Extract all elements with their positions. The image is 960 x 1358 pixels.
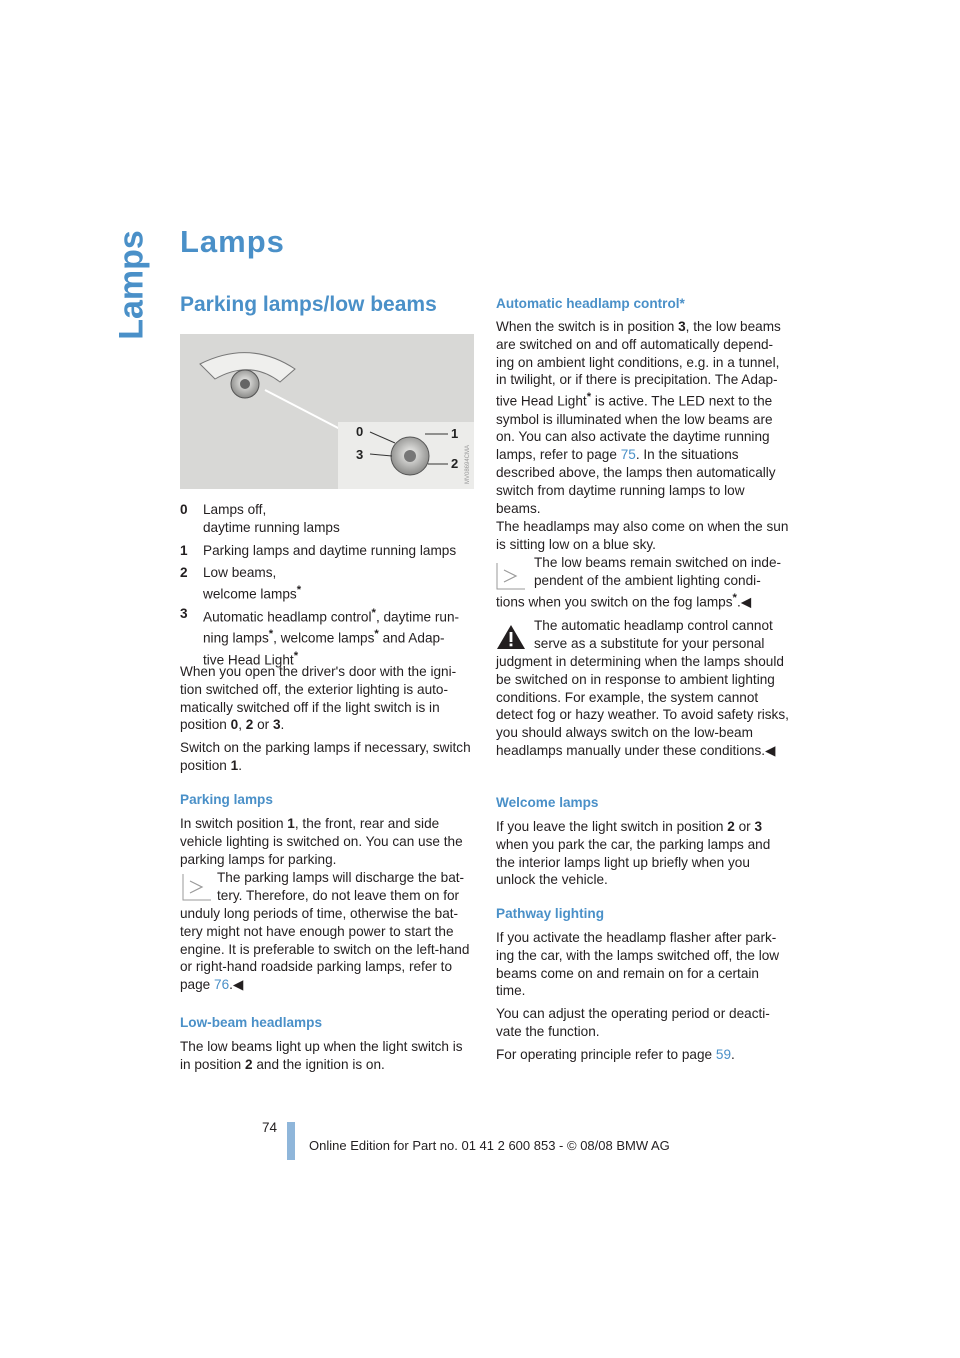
callout-1: 1 <box>451 426 459 441</box>
light-switch-illustration <box>180 334 474 489</box>
low-beam-paragraph: The low beams light up when the light switch is in position 2 and the ignition is on. <box>180 1039 463 1072</box>
fog-note-first: The low beams remain switched on inde-pendent of the ambient lighting condi- <box>534 555 782 588</box>
page-76-link[interactable]: 76 <box>214 977 230 993</box>
parking-note-rest: unduly long periods of time, otherwise the bat-tery might not have enough power to start the engine. It is preferable to switch on the left-hand or right-hand roadside parking lamps, refer to page 76.◀ <box>180 906 470 993</box>
footer-edition-text: Online Edition for Part no. 01 41 2 600 853 - © 08/08 BMW AG <box>309 1138 670 1153</box>
note-icon <box>496 562 526 590</box>
callout-3: 3 <box>356 447 364 462</box>
note-icon <box>182 873 212 901</box>
pathway-lighting-heading: Pathway lighting <box>496 906 604 921</box>
callout-0: 0 <box>356 424 364 439</box>
pathway-paragraph-2: You can adjust the operating period or deacti-vate the function. <box>496 1006 770 1039</box>
page-75-link[interactable]: 75 <box>620 447 636 463</box>
page-title: Lamps <box>180 224 285 259</box>
low-beam-heading: Low-beam headlamps <box>180 1015 323 1030</box>
door-paragraph: When you open the driver's door with the igni-tion switched off, the exterior lighting is auto-matically switched off if the light switch is in position 0, 2 or 3. <box>180 664 457 733</box>
callout-2: 2 <box>451 456 459 471</box>
page-59-link[interactable]: 59 <box>715 1047 732 1062</box>
pathway-paragraph-3: For operating principle refer to page 59. <box>496 1047 735 1062</box>
parking-paragraph: In switch position 1, the front, rear and side vehicle lighting is switched on. You can use the parking lamps for parking. <box>180 816 463 867</box>
page-number: 74 <box>262 1120 278 1135</box>
welcome-lamps-heading: Welcome lamps <box>496 795 599 810</box>
switch-paragraph: Switch on the parking lamps if necessary, switch position 1. <box>180 740 471 773</box>
auto-headlamp-paragraph: When the switch is in position 3, the low beams are switched on and off automatically depend-ing on ambient light conditions, e.g. in a tunnel, in twilight, or if there is precipitation. The Adap-tive Head Light* is active. The LED next to the symbol is illuminated when the low beams are on. You can also activate the daytime running lamps, refer to page 75. In the situations described above, the lamps then automatically switch from daytime running lamps to low beams. <box>496 319 781 516</box>
figure-code: MV08694CMA <box>465 444 471 484</box>
warning-icon <box>496 623 526 651</box>
fog-note-rest: tions when you switch on the fog lamps*.◀ <box>496 592 752 610</box>
warning-rest: judgment in determining when the lamps should be switched on in response to ambient lighting conditions. For example, the system cannot detect fog or hazy weather. To avoid safety risks, you should always switch on the low-beam headlamps manually under these conditions.◀ <box>496 654 789 758</box>
low-sun-paragraph: The headlamps may also come on when the sun is sitting low on a blue sky. <box>496 519 789 552</box>
parking-lamps-heading: Parking lamps <box>180 792 273 807</box>
parking-note-first: The parking lamps will discharge the bat-tery. Therefore, do not leave them on for <box>217 870 465 903</box>
side-chapter-tab: Lamps <box>112 230 151 340</box>
section-title: Parking lamps/low beams <box>180 293 437 316</box>
warning-first: The automatic headlamp control cannot serve as a substitute for your personal <box>534 618 773 651</box>
pathway-paragraph-1: If you activate the headlamp flasher after park-ing the car, with the lamps switched off, the low beams come on and remain on for a certain time. <box>496 930 780 999</box>
auto-headlamp-heading: Automatic headlamp control* <box>496 296 685 311</box>
light-switch-figure <box>180 334 474 489</box>
welcome-paragraph: If you leave the light switch in position 2 or 3 when you park the car, the parking lamps and the interior lamps light up briefly when you unlock the vehicle. <box>496 819 771 888</box>
footer-accent-bar <box>287 1122 295 1160</box>
